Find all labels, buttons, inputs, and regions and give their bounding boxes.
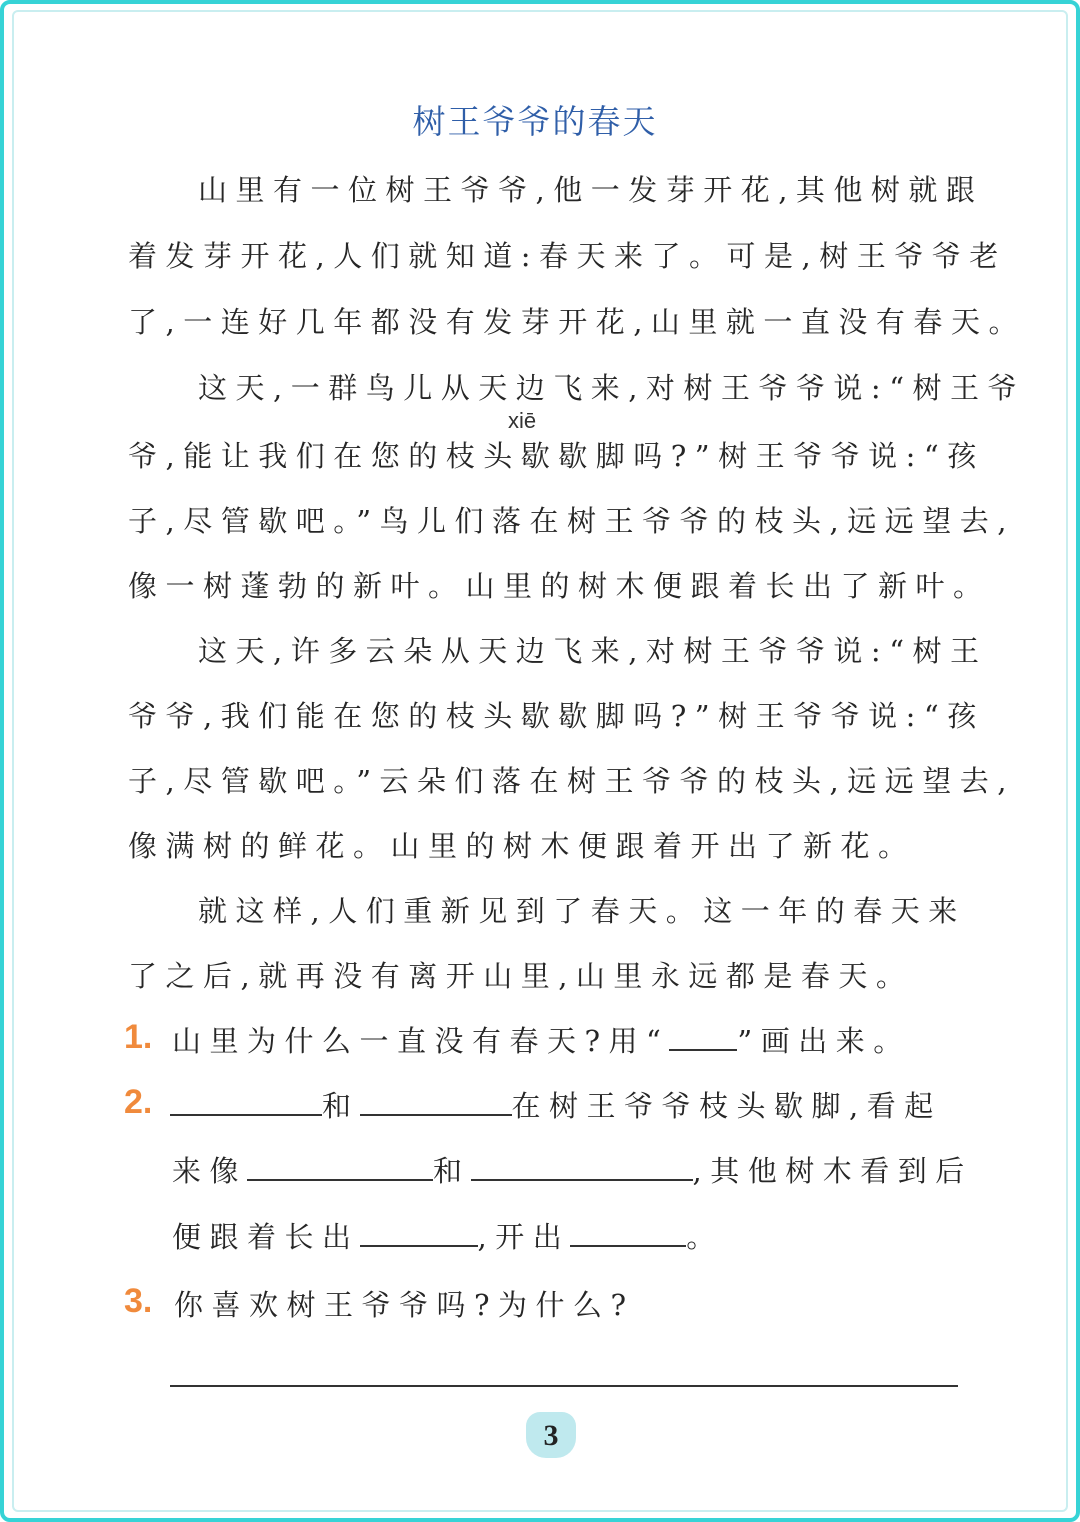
page-title: 树王爷爷的春天 bbox=[412, 102, 658, 141]
question-2-number: 2. bbox=[124, 1083, 153, 1121]
paragraph-3-line-3: 子,尽管歇吧。”云朵们落在树王爷爷的枝头,远远望去, bbox=[128, 764, 1015, 798]
question-2-line-1-rest: 在树王爷爷枝头歇脚,看起 bbox=[511, 1089, 942, 1123]
paragraph-2-line-3: 子,尽管歇吧。”鸟儿们落在树王爷爷的枝头,远远望去, bbox=[128, 504, 1015, 538]
paragraph-2-line-4: 像一树蓬勃的新叶。山里的树木便跟着长出了新叶。 bbox=[128, 569, 991, 603]
question-2-line-3-end: 。 bbox=[686, 1220, 724, 1254]
paragraph-3-line-4: 像满树的鲜花。山里的树木便跟着开出了新花。 bbox=[128, 829, 916, 863]
question-3-text: 你喜欢树王爷爷吗?为什么? bbox=[174, 1288, 635, 1322]
question-2-line-2-start: 来像 bbox=[172, 1154, 248, 1188]
question-2-blank-6[interactable] bbox=[570, 1219, 686, 1247]
question-2-blank-4[interactable] bbox=[471, 1153, 693, 1181]
paragraph-4-line-1: 就这样,人们重新见到了春天。这一年的春天来 bbox=[198, 894, 966, 928]
paragraph-1-line-3: 了,一连好几年都没有发芽开花,山里就一直没有春天。 bbox=[128, 305, 1026, 339]
question-1-text-b: ”画出来。 bbox=[737, 1024, 911, 1058]
paragraph-3-line-1: 这天,许多云朵从天边飞来,对树王爷爷说:“树王 bbox=[198, 634, 988, 668]
question-1-text-a: 山里为什么一直没有春天?用“ bbox=[172, 1024, 670, 1058]
paragraph-1-line-1: 山里有一位树王爷爷,他一发芽开花,其他树就跟 bbox=[198, 173, 984, 207]
question-2-line-3-mid: ,开出 bbox=[477, 1220, 571, 1254]
question-2-line-2 bbox=[172, 1149, 973, 1190]
paragraph-1-line-2: 着发芽开花,人们就知道:春天来了。可是,树王爷爷老 bbox=[128, 239, 1007, 273]
question-2-and-1: 和 bbox=[322, 1089, 360, 1123]
question-2-and-2: 和 bbox=[433, 1154, 471, 1188]
question-2-line-2-end: ,其他树木看到后 bbox=[692, 1154, 973, 1188]
question-2-blank-1[interactable] bbox=[170, 1088, 322, 1116]
question-3-number: 3. bbox=[124, 1282, 153, 1320]
question-1-text bbox=[172, 1019, 911, 1060]
pinyin-annotation: xiē bbox=[508, 408, 537, 433]
question-2-line-3 bbox=[172, 1215, 724, 1256]
paragraph-4-line-2: 了之后,就再没有离开山里,山里永远都是春天。 bbox=[128, 959, 914, 993]
paragraph-2-line-1: 这天,一群鸟儿从天边飞来,对树王爷爷说:“树王爷 bbox=[198, 371, 1026, 405]
question-2-blank-2[interactable] bbox=[360, 1088, 512, 1116]
question-2-line-3-start: 便跟着长出 bbox=[172, 1220, 360, 1254]
question-3-answer-line[interactable] bbox=[170, 1385, 958, 1387]
question-2-blank-3[interactable] bbox=[247, 1153, 433, 1181]
question-1-number: 1. bbox=[124, 1018, 153, 1056]
question-2-blank-5[interactable] bbox=[360, 1219, 478, 1247]
paragraph-2-line-2: 爷,能让我们在您的枝头歇歇脚吗?”树王爷爷说:“孩 bbox=[128, 439, 985, 473]
paragraph-3-line-2: 爷爷,我们能在您的枝头歇歇脚吗?”树王爷爷说:“孩 bbox=[128, 699, 985, 733]
question-2-line-1 bbox=[170, 1084, 942, 1125]
page-number: 3 bbox=[543, 1419, 559, 1452]
question-1-blank[interactable] bbox=[669, 1023, 737, 1051]
